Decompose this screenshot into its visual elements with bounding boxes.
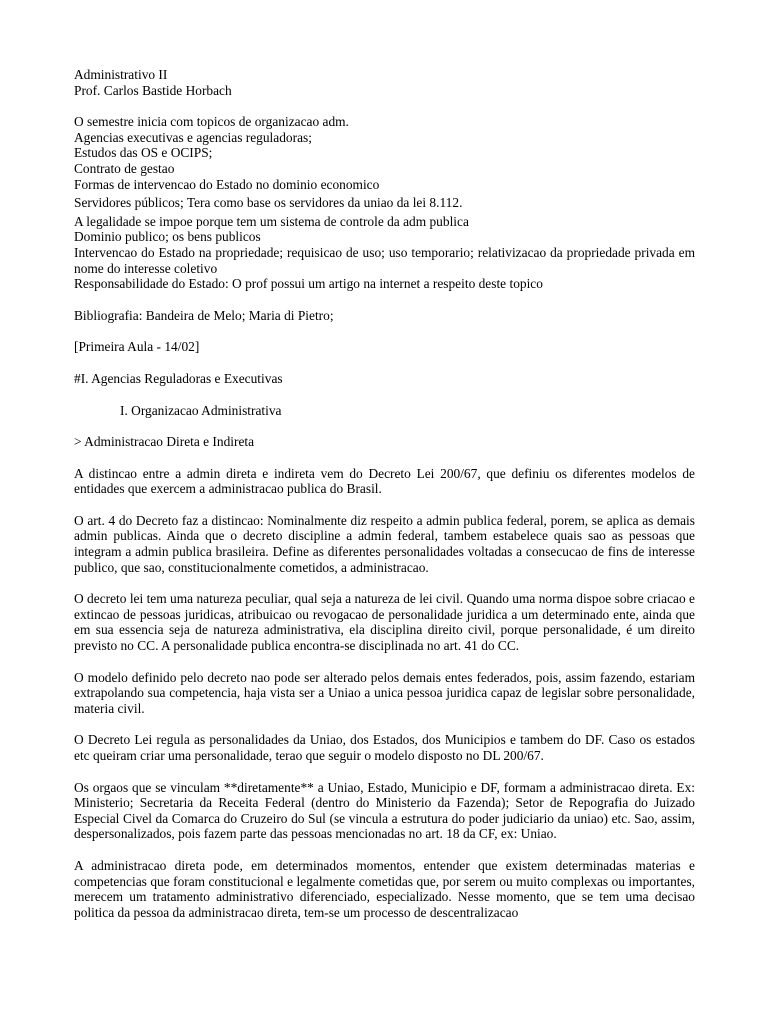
professor-name: Prof. Carlos Bastide Horbach	[74, 82, 232, 98]
topic-dominio: Dominio publico; os bens publicos	[74, 229, 261, 245]
lesson-marker: [Primeira Aula - 14/02]	[74, 339, 200, 355]
topic-servidores: Servidores públicos; Tera como base os servidores da uniao da lei 8.112.	[74, 195, 463, 211]
paragraph: O Decreto Lei regula as personalidades da Uniao, dos Estados, dos Municipios e tambem do DF. Caso os estados etc queiram criar uma personalidade, terao que seguir o modelo disposto no DL 200/67.	[74, 732, 695, 763]
topic-item: O semestre inicia com topicos de organizacao adm.	[74, 114, 349, 130]
paragraph: O decreto lei tem uma natureza peculiar, qual seja a natureza de lei civil. Quando uma norma dispoe sobre criacao e extincao de pessoas juridicas, atribuicao ou revogacao de personalidade juridica a um determinado ente, ainda que em sua essencia seja de natureza administrativa, ela disciplina direito civil, porque personalidade, é um direito previsto no CC. A personalidade publica encontra-se disciplinada no art. 41 do CC.	[74, 591, 695, 654]
document-body	[74, 67, 695, 920]
paragraph: O modelo definido pelo decreto nao pode ser alterado pelos demais entes federados, pois, assim fazendo, estariam extrapolando sua competencia, haja vista ser a Uniao a unica pessoa juridica capaz de legislar sobre personalidade, materia civil.	[74, 669, 695, 716]
topic-legalidade: A legalidade se impoe porque tem um sistema de controle da adm publica	[74, 213, 469, 229]
paragraph: O art. 4 do Decreto faz a distincao: Nominalmente diz respeito a admin publica federal, porem, se aplica as demais admin publicas. Ainda que o decreto discipline a admin federal, tambem estabelece quais sao as pessoas que integram a admin publica brasileira. Define as diferentes personalidades voltadas a consecucao de fins de interesse publico, que sao, constitucionalmente cometidos, a administracao.	[74, 512, 695, 575]
bibliography: Bibliografia: Bandeira de Melo; Maria di Pietro;	[74, 307, 334, 323]
paragraph: Os orgaos que se vinculam **diretamente** a Uniao, Estado, Municipio e DF, formam a administracao direta. Ex: Ministerio; Secretaria da Receita Federal (dentro do Ministerio da Fazenda); Setor de Repografia do Juizado Especial Civel da Comarca do Cruzeiro do Sul (se vincula a estrutura do poder judiciario da uniao) etc. Sao, assim, despersonalizados, pois fazem parte das pessoas mencionadas no art. 18 da CF, ex: Uniao.	[74, 779, 695, 842]
subsection-heading: I. Organizacao Administrativa	[120, 402, 282, 418]
paragraph: A administracao direta pode, em determinados momentos, entender que existem determinadas materias e competencias que foram constitucional e legalmente cometidas que, por serem ou muito complexas ou importantes, merecem um tratamento administrativo diferenciado, especializado. Nesse momento, que se tem uma decisao politica da pessoa da administracao direta, tem-se um processo de descentralizacao	[74, 857, 695, 920]
topic-intervencao: Intervencao do Estado na propriedade; requisicao de uso; uso temporario; relativizacao da propriedade privada em nome do interesse coletivo	[74, 244, 695, 276]
section-heading: #I. Agencias Reguladoras e Executivas	[74, 370, 283, 386]
topic-item: Estudos das OS e OCIPS;	[74, 145, 213, 161]
topic-responsabilidade: Responsabilidade do Estado: O prof possui um artigo na internet a respeito deste topico	[74, 276, 543, 292]
paragraph: A distincao entre a admin direta e indireta vem do Decreto Lei 200/67, que definiu os diferentes modelos de entidades que exercem a administracao publica do Brasil.	[74, 465, 695, 497]
topic-item: Contrato de gestao	[74, 160, 175, 176]
topic-list	[74, 114, 695, 192]
topic-item: Formas de intervencao do Estado no dominio economico	[74, 176, 380, 192]
subheading: > Administracao Direta e Indireta	[74, 434, 255, 450]
topic-item: Agencias executivas e agencias reguladoras;	[74, 129, 312, 145]
document-title: Administrativo II	[74, 67, 168, 82]
